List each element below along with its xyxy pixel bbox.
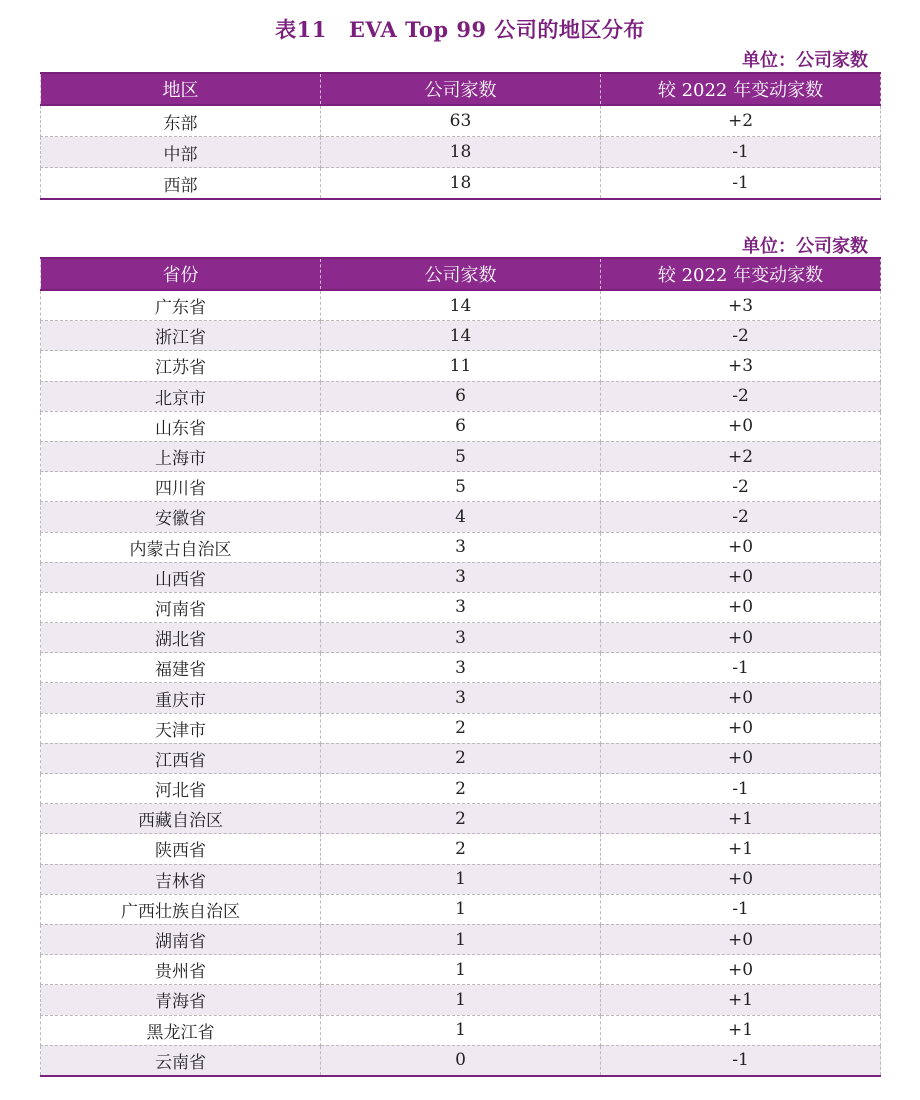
cell-change: +1 [601,834,881,864]
cell-name: 四川省 [41,472,321,502]
province-table-row [41,713,881,743]
cell-change: +1 [601,985,881,1015]
cell-count: 5 [321,441,601,471]
province-table-row [41,441,881,471]
cell-change: +0 [601,592,881,622]
province-table-row [41,321,881,351]
province-table-row [41,290,881,321]
cell-name: 江西省 [41,743,321,773]
region-table-row [41,137,881,168]
cell-name: 河南省 [41,592,321,622]
region-header-count: 公司家数 [321,73,601,105]
cell-change: -1 [601,653,881,683]
cell-name: 山东省 [41,411,321,441]
region-table-row [41,168,881,200]
province-table-row [41,411,881,441]
province-table-row [41,743,881,773]
province-table-row [41,562,881,592]
region-header-row [41,73,881,105]
cell-change: +0 [601,623,881,653]
cell-count: 2 [321,774,601,804]
province-header-change: 较 2022 年变动家数 [601,258,881,290]
cell-name: 浙江省 [41,321,321,351]
cell-change: +0 [601,532,881,562]
cell-count: 2 [321,713,601,743]
cell-name: 重庆市 [41,683,321,713]
cell-name: 安徽省 [41,502,321,532]
cell-count: 3 [321,562,601,592]
cell-change: -1 [601,1045,881,1076]
cell-change: +0 [601,864,881,894]
cell-name: 西藏自治区 [41,804,321,834]
cell-count: 3 [321,683,601,713]
cell-name: 广西壮族自治区 [41,894,321,924]
cell-count: 14 [321,290,601,321]
cell-name: 西部 [41,168,321,200]
cell-change: +0 [601,713,881,743]
cell-name: 黑龙江省 [41,1015,321,1045]
cell-change: +2 [601,105,881,137]
cell-name: 青海省 [41,985,321,1015]
cell-count: 6 [321,381,601,411]
table-number: 表11 [275,17,327,42]
cell-change: +3 [601,290,881,321]
province-table-row [41,774,881,804]
province-table-row [41,532,881,562]
cell-count: 3 [321,592,601,622]
cell-name: 上海市 [41,441,321,471]
cell-change: +3 [601,351,881,381]
cell-name: 福建省 [41,653,321,683]
cell-count: 14 [321,321,601,351]
cell-name: 陕西省 [41,834,321,864]
cell-change: +1 [601,804,881,834]
province-table-row [41,623,881,653]
province-table-row [41,804,881,834]
province-table-row [41,924,881,954]
cell-change: -1 [601,774,881,804]
region-unit-label: 单位：公司家数 [742,50,868,71]
cell-count: 6 [321,411,601,441]
cell-count: 0 [321,1045,601,1076]
province-header-province: 省份 [41,258,321,290]
cell-name: 吉林省 [41,864,321,894]
province-table [40,257,881,1077]
cell-name: 内蒙古自治区 [41,532,321,562]
cell-change: -1 [601,137,881,168]
cell-count: 1 [321,1015,601,1045]
cell-count: 11 [321,351,601,381]
cell-name: 东部 [41,105,321,137]
province-table-body [41,290,881,1076]
cell-change: -2 [601,381,881,411]
cell-count: 2 [321,743,601,773]
cell-name: 中部 [41,137,321,168]
province-table-row [41,1015,881,1045]
cell-count: 5 [321,472,601,502]
province-table-row [41,502,881,532]
cell-count: 3 [321,532,601,562]
region-table [40,72,881,200]
cell-change: +0 [601,924,881,954]
cell-name: 山西省 [41,562,321,592]
province-table-row [41,955,881,985]
cell-count: 1 [321,985,601,1015]
cell-count: 1 [321,864,601,894]
cell-change: +0 [601,955,881,985]
province-table-row [41,472,881,502]
cell-count: 1 [321,894,601,924]
cell-change: +2 [601,441,881,471]
cell-change: +0 [601,411,881,441]
cell-name: 湖南省 [41,924,321,954]
region-table-body [41,105,881,199]
cell-name: 河北省 [41,774,321,804]
cell-name: 江苏省 [41,351,321,381]
table-caption: EVA Top 99 公司的地区分布 [348,17,645,42]
cell-count: 1 [321,955,601,985]
cell-count: 18 [321,137,601,168]
province-table-row [41,894,881,924]
cell-count: 18 [321,168,601,200]
region-header-region: 地区 [41,73,321,105]
cell-change: +0 [601,743,881,773]
cell-name: 天津市 [41,713,321,743]
cell-count: 4 [321,502,601,532]
province-table-row [41,985,881,1015]
region-table-row [41,105,881,137]
cell-change: -2 [601,502,881,532]
cell-change: -1 [601,894,881,924]
cell-change: -2 [601,472,881,502]
cell-name: 北京市 [41,381,321,411]
cell-name: 湖北省 [41,623,321,653]
table-title [0,14,920,44]
cell-name: 广东省 [41,290,321,321]
province-table-row [41,351,881,381]
province-header-count: 公司家数 [321,258,601,290]
cell-count: 1 [321,924,601,954]
province-table-row [41,1045,881,1076]
province-table-row [41,592,881,622]
cell-count: 2 [321,804,601,834]
province-header-row [41,258,881,290]
cell-change: +0 [601,562,881,592]
cell-count: 3 [321,623,601,653]
province-table-row [41,834,881,864]
region-header-change: 较 2022 年变动家数 [601,73,881,105]
cell-name: 贵州省 [41,955,321,985]
cell-change: +0 [601,683,881,713]
province-table-row [41,653,881,683]
cell-change: +1 [601,1015,881,1045]
province-table-row [41,683,881,713]
cell-count: 2 [321,834,601,864]
cell-change: -2 [601,321,881,351]
province-unit-label: 单位：公司家数 [742,236,868,257]
province-table-row [41,864,881,894]
cell-name: 云南省 [41,1045,321,1076]
province-table-row [41,381,881,411]
cell-count: 63 [321,105,601,137]
cell-change: -1 [601,168,881,200]
cell-count: 3 [321,653,601,683]
